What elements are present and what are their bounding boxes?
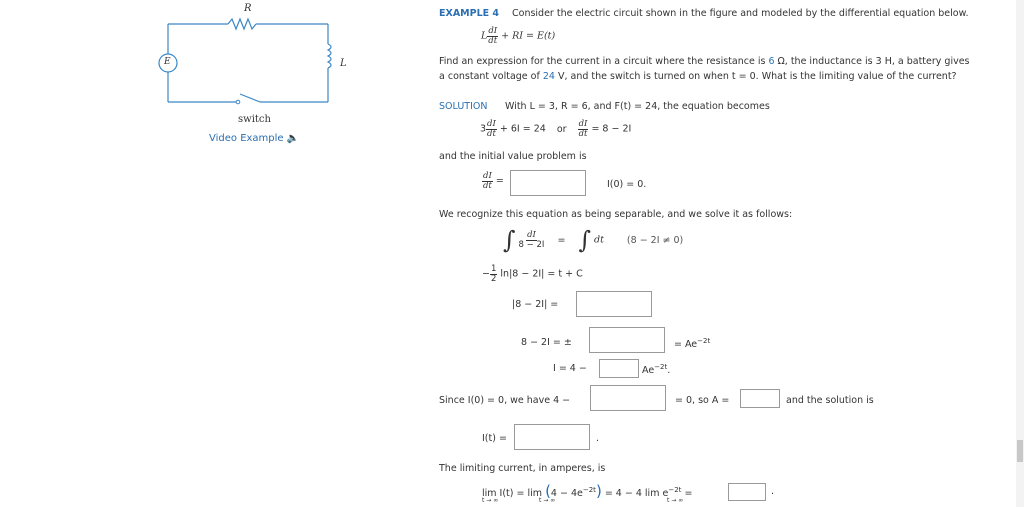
- i-step: I = 4 −: [553, 363, 587, 374]
- limit-period: .: [771, 486, 775, 497]
- example-intro: Consider the electric circuit shown in the figure and modeled by the differential equation below.: [512, 8, 969, 19]
- ivp-rhs-input[interactable]: [510, 170, 586, 196]
- abs-value-input[interactable]: [576, 291, 652, 317]
- resistance-value: 6: [768, 56, 775, 67]
- resistor-label: R: [244, 3, 252, 14]
- it-label: I(t) =: [482, 433, 507, 444]
- circuit-diagram: [148, 6, 348, 106]
- limit-sub-1: t → ∞: [482, 497, 499, 504]
- pm-value-input[interactable]: [589, 327, 665, 353]
- limit-sub-3: t → ∞: [667, 497, 684, 504]
- scrollbar-thumb[interactable]: [1017, 440, 1023, 462]
- it-value-input[interactable]: [514, 424, 590, 450]
- since-value-input[interactable]: [590, 385, 666, 411]
- ivp-initial-condition: I(0) = 0.: [607, 179, 647, 190]
- example-title: EXAMPLE 4: [439, 8, 500, 19]
- vertical-scrollbar[interactable]: [1016, 0, 1024, 507]
- pm-step: 8 − 2I = ±: [521, 337, 572, 348]
- switch-label: switch: [238, 114, 271, 125]
- solution-label: SOLUTION: [439, 101, 488, 112]
- problem-statement-line2: a constant voltage of 24 V, and the switch is turned on when t = 0. What is the limiting value of the current?: [439, 71, 957, 82]
- ivp-text: and the initial value problem is: [439, 151, 587, 162]
- solution-is-text: and the solution is: [786, 395, 874, 406]
- speaker-icon: 🔈: [286, 133, 300, 144]
- voltage-value: 24: [542, 71, 555, 82]
- i-value-input[interactable]: [599, 359, 639, 378]
- integral-step: ∫ $\frac{dI}{8 - 2I}$ = ∫ dt (8 − 2I ≠ 0): [503, 226, 684, 254]
- equation-becomes: 3 $\frac{dI}{dt}$ + 6I = 24 or $\frac{dI}{dt}$ = 8 − 2I: [480, 119, 632, 139]
- pm-result: = $Ae^{-2t}$: [674, 337, 711, 351]
- video-example-label: Video Example: [209, 133, 284, 144]
- inductor-label: L: [340, 58, 347, 69]
- video-example-link[interactable]: [209, 133, 299, 144]
- solution-with-text: With L = 3, R = 6, and F(t) = 24, the equation becomes: [505, 101, 770, 112]
- source-label: E: [164, 57, 171, 67]
- since-text: Since I(0) = 0, we have 4 −: [439, 395, 571, 406]
- a-value-input[interactable]: [740, 389, 780, 408]
- abs-step: |8 − 2I| =: [512, 299, 559, 310]
- limit-expression: $\lim I(t) = \lim (4 - 4e^{-2t}) = 4 - 4$ $\lim e^{-2t}$ =: [482, 482, 693, 500]
- problem-statement-line1: Find an expression for the current in a circuit where the resistance is 6 Ω, the inductance is 3 H, a battery gives: [439, 56, 970, 67]
- limit-value-input[interactable]: [728, 483, 766, 501]
- since-result: = 0, so A =: [675, 395, 730, 406]
- ln-step: − $\frac{1}{2}$ ln|8 − 2I| = t + C: [482, 264, 583, 284]
- ivp-lhs: $\frac{dI}{dt}$ =: [482, 171, 504, 191]
- separable-text: We recognize this equation as being separable, and we solve it as follows:: [439, 209, 793, 220]
- differential-equation: L $\frac{dI}{dt}$ + RI = E(t): [481, 26, 556, 46]
- limit-text: The limiting current, in amperes, is: [439, 463, 606, 474]
- it-period: .: [596, 433, 600, 444]
- i-result: $Ae^{-2t}$.: [642, 363, 671, 377]
- limit-sub-2: t → ∞: [539, 497, 556, 504]
